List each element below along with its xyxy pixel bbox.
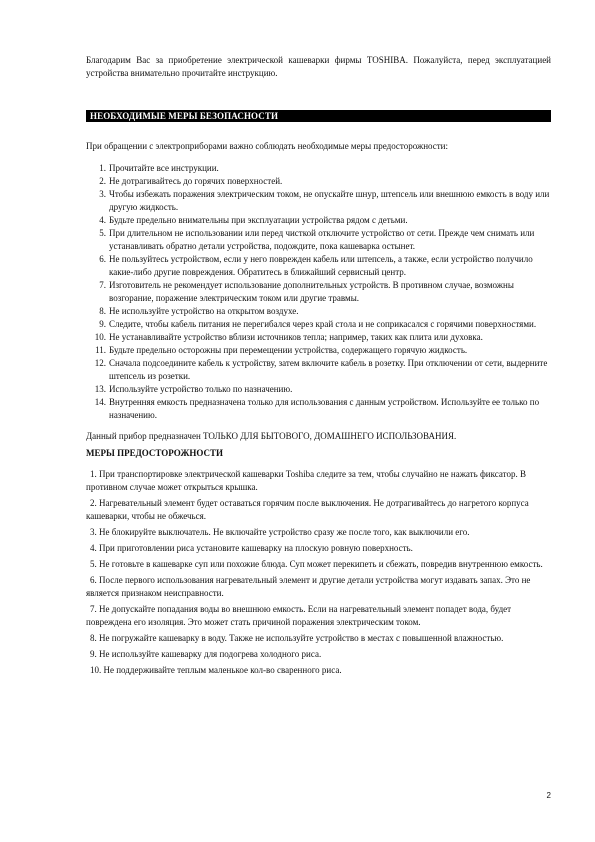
safety-rule-item xyxy=(86,162,551,175)
safety-rule-number: 5. xyxy=(99,228,106,238)
safety-section-title: НЕОБХОДИМЫЕ МЕРЫ БЕЗОПАСНОСТИ xyxy=(86,110,551,122)
safety-rule-number: 1. xyxy=(99,163,106,173)
precaution-item: 8. Не погружайте кашеварку в воду. Также не используйте устройство в местах с повышенной влажностью. xyxy=(90,633,504,643)
precaution-item: 9. Не используйте кашеварку для подогрева холодного риса. xyxy=(90,649,322,659)
safety-rule-text: Следите, чтобы кабель питания не перегибался через край стола и не соприкасался с горячими поверхностями. xyxy=(109,319,537,329)
safety-rule-text: Не дотрагивайтесь до горячих поверхностей. xyxy=(109,176,283,186)
safety-rule-number: 12. xyxy=(94,358,106,368)
safety-rule-number: 2. xyxy=(99,176,106,186)
safety-rule-number: 4. xyxy=(99,215,106,225)
precaution-item: 1. При транспортировке электрической кашеварки Toshiba следите за тем, чтобы случайно не нажать фиксатор. В противном случае может открыться крышка. xyxy=(86,469,526,492)
safety-rule-text: Сначала подсоедините кабель к устройству, затем включите кабель в розетку. При отключении от сети, выдерните штепсель из розетки. xyxy=(109,358,548,381)
precautions-list xyxy=(86,468,551,677)
safety-rule-item xyxy=(86,279,551,305)
precautions-title: МЕРЫ ПРЕДОСТОРОЖНОСТИ xyxy=(86,448,224,458)
safety-rules-list xyxy=(86,162,551,422)
safety-rule-number: 3. xyxy=(99,189,106,199)
safety-rule-text: Используйте устройство только по назначению. xyxy=(109,384,293,394)
safety-rule-number: 9. xyxy=(99,319,106,329)
safety-lead-text: При обращении с электроприборами важно соблюдать необходимые меры предосторожности: xyxy=(86,141,449,151)
safety-rule-item xyxy=(86,188,551,214)
safety-rule-text: Внутренняя емкость предназначена только для использования с данным устройством. Используйте ее только по назначению. xyxy=(109,397,540,420)
safety-rule-number: 6. xyxy=(99,254,106,264)
precaution-item: 2. Нагревательный элемент будет оставаться горячим после выключения. Не дотрагивайтесь до нагретого корпуса кашеварки, чтобы не обжечься. xyxy=(86,498,529,521)
safety-rule-number: 11. xyxy=(95,345,106,355)
safety-rule-text: Изготовитель не рекомендует использование дополнительных устройств. В противном случае, возможны возгорание, поражение электрическим током или другие травмы. xyxy=(109,280,514,303)
intro-paragraph: Благодарим Вас за приобретение электрической кашеварки фирмы TOSHIBA. Пожалуйста, перед эксплуатацией устройства внимательно прочитайте инструкцию. xyxy=(86,55,551,78)
safety-rule-item xyxy=(86,396,551,422)
safety-rule-item xyxy=(86,305,551,318)
safety-rule-item xyxy=(86,214,551,227)
safety-rule-text: При длительном не использовании или перед чисткой отключите устройство от сети. Прежде чем снимать или устанавливать обратно детали устройства, подождите, пока кашеварка остынет. xyxy=(109,228,535,251)
safety-rule-text: Не пользуйтесь устройством, если у него поврежден кабель или штепсель, а также, если устройство получило какие-либо другие повреждения. Обратитесь в ближайший сервисный центр. xyxy=(109,254,533,277)
safety-rule-item xyxy=(86,175,551,188)
safety-rule-text: Не устанавливайте устройство вблизи источников тепла; например, таких как плита или духовка. xyxy=(109,332,483,342)
safety-rule-text: Будьте предельно осторожны при перемещении устройства, содержащего горячую жидкость. xyxy=(109,345,468,355)
safety-rule-number: 7. xyxy=(99,280,106,290)
precaution-item: 10. Не поддерживайте теплым маленькое кол-во сваренного риса. xyxy=(90,665,342,675)
precaution-item: 7. Не допускайте попадания воды во внешнюю емкость. Если на нагревательный элемент попадет вода, будет повреждена его изоляция. Это может стать причиной поражения электрическим током. xyxy=(86,604,512,627)
safety-rule-item xyxy=(86,331,551,344)
precaution-item: 3. Не блокируйте выключатель. Не включайте устройство сразу же после того, как выключили его. xyxy=(90,527,470,537)
safety-rule-number: 13. xyxy=(94,384,106,394)
safety-rule-text: Прочитайте все инструкции. xyxy=(109,163,219,173)
safety-rule-text: Будьте предельно внимательны при эксплуатации устройства рядом с детьми. xyxy=(109,215,408,225)
safety-rule-item xyxy=(86,253,551,279)
safety-rule-item xyxy=(86,318,551,331)
safety-rule-number: 10. xyxy=(94,332,106,342)
precaution-item: 5. Не готовьте в кашеварке суп или похожие блюда. Суп может перекипеть и сбежать, повредив внутреннюю емкость. xyxy=(90,559,543,569)
safety-rule-item xyxy=(86,344,551,357)
safety-rule-number: 14. xyxy=(94,397,106,407)
safety-rule-item xyxy=(86,383,551,396)
precaution-item: 4. При приготовлении риса установите кашеварку на плоскую ровную поверхность. xyxy=(90,543,413,553)
safety-rule-item xyxy=(86,357,551,383)
safety-rule-text: Не используйте устройство на открытом воздухе. xyxy=(109,306,299,316)
household-use-note: Данный прибор предназначен ТОЛЬКО ДЛЯ БЫТОВОГО, ДОМАШНЕГО ИСПОЛЬЗОВАНИЯ. xyxy=(86,431,457,441)
safety-rule-text: Чтобы избежать поражения электрическим током, не опускайте шнур, штепсель или внешнюю емкость в воду или другую жидкость. xyxy=(109,189,550,212)
safety-rule-item xyxy=(86,227,551,253)
safety-rule-number: 8. xyxy=(99,306,106,316)
page-number: 2 xyxy=(546,791,551,800)
precaution-item: 6. После первого использования нагревательный элемент и другие детали устройства могут издавать запах. Это не является признаком неисправности. xyxy=(86,575,531,598)
